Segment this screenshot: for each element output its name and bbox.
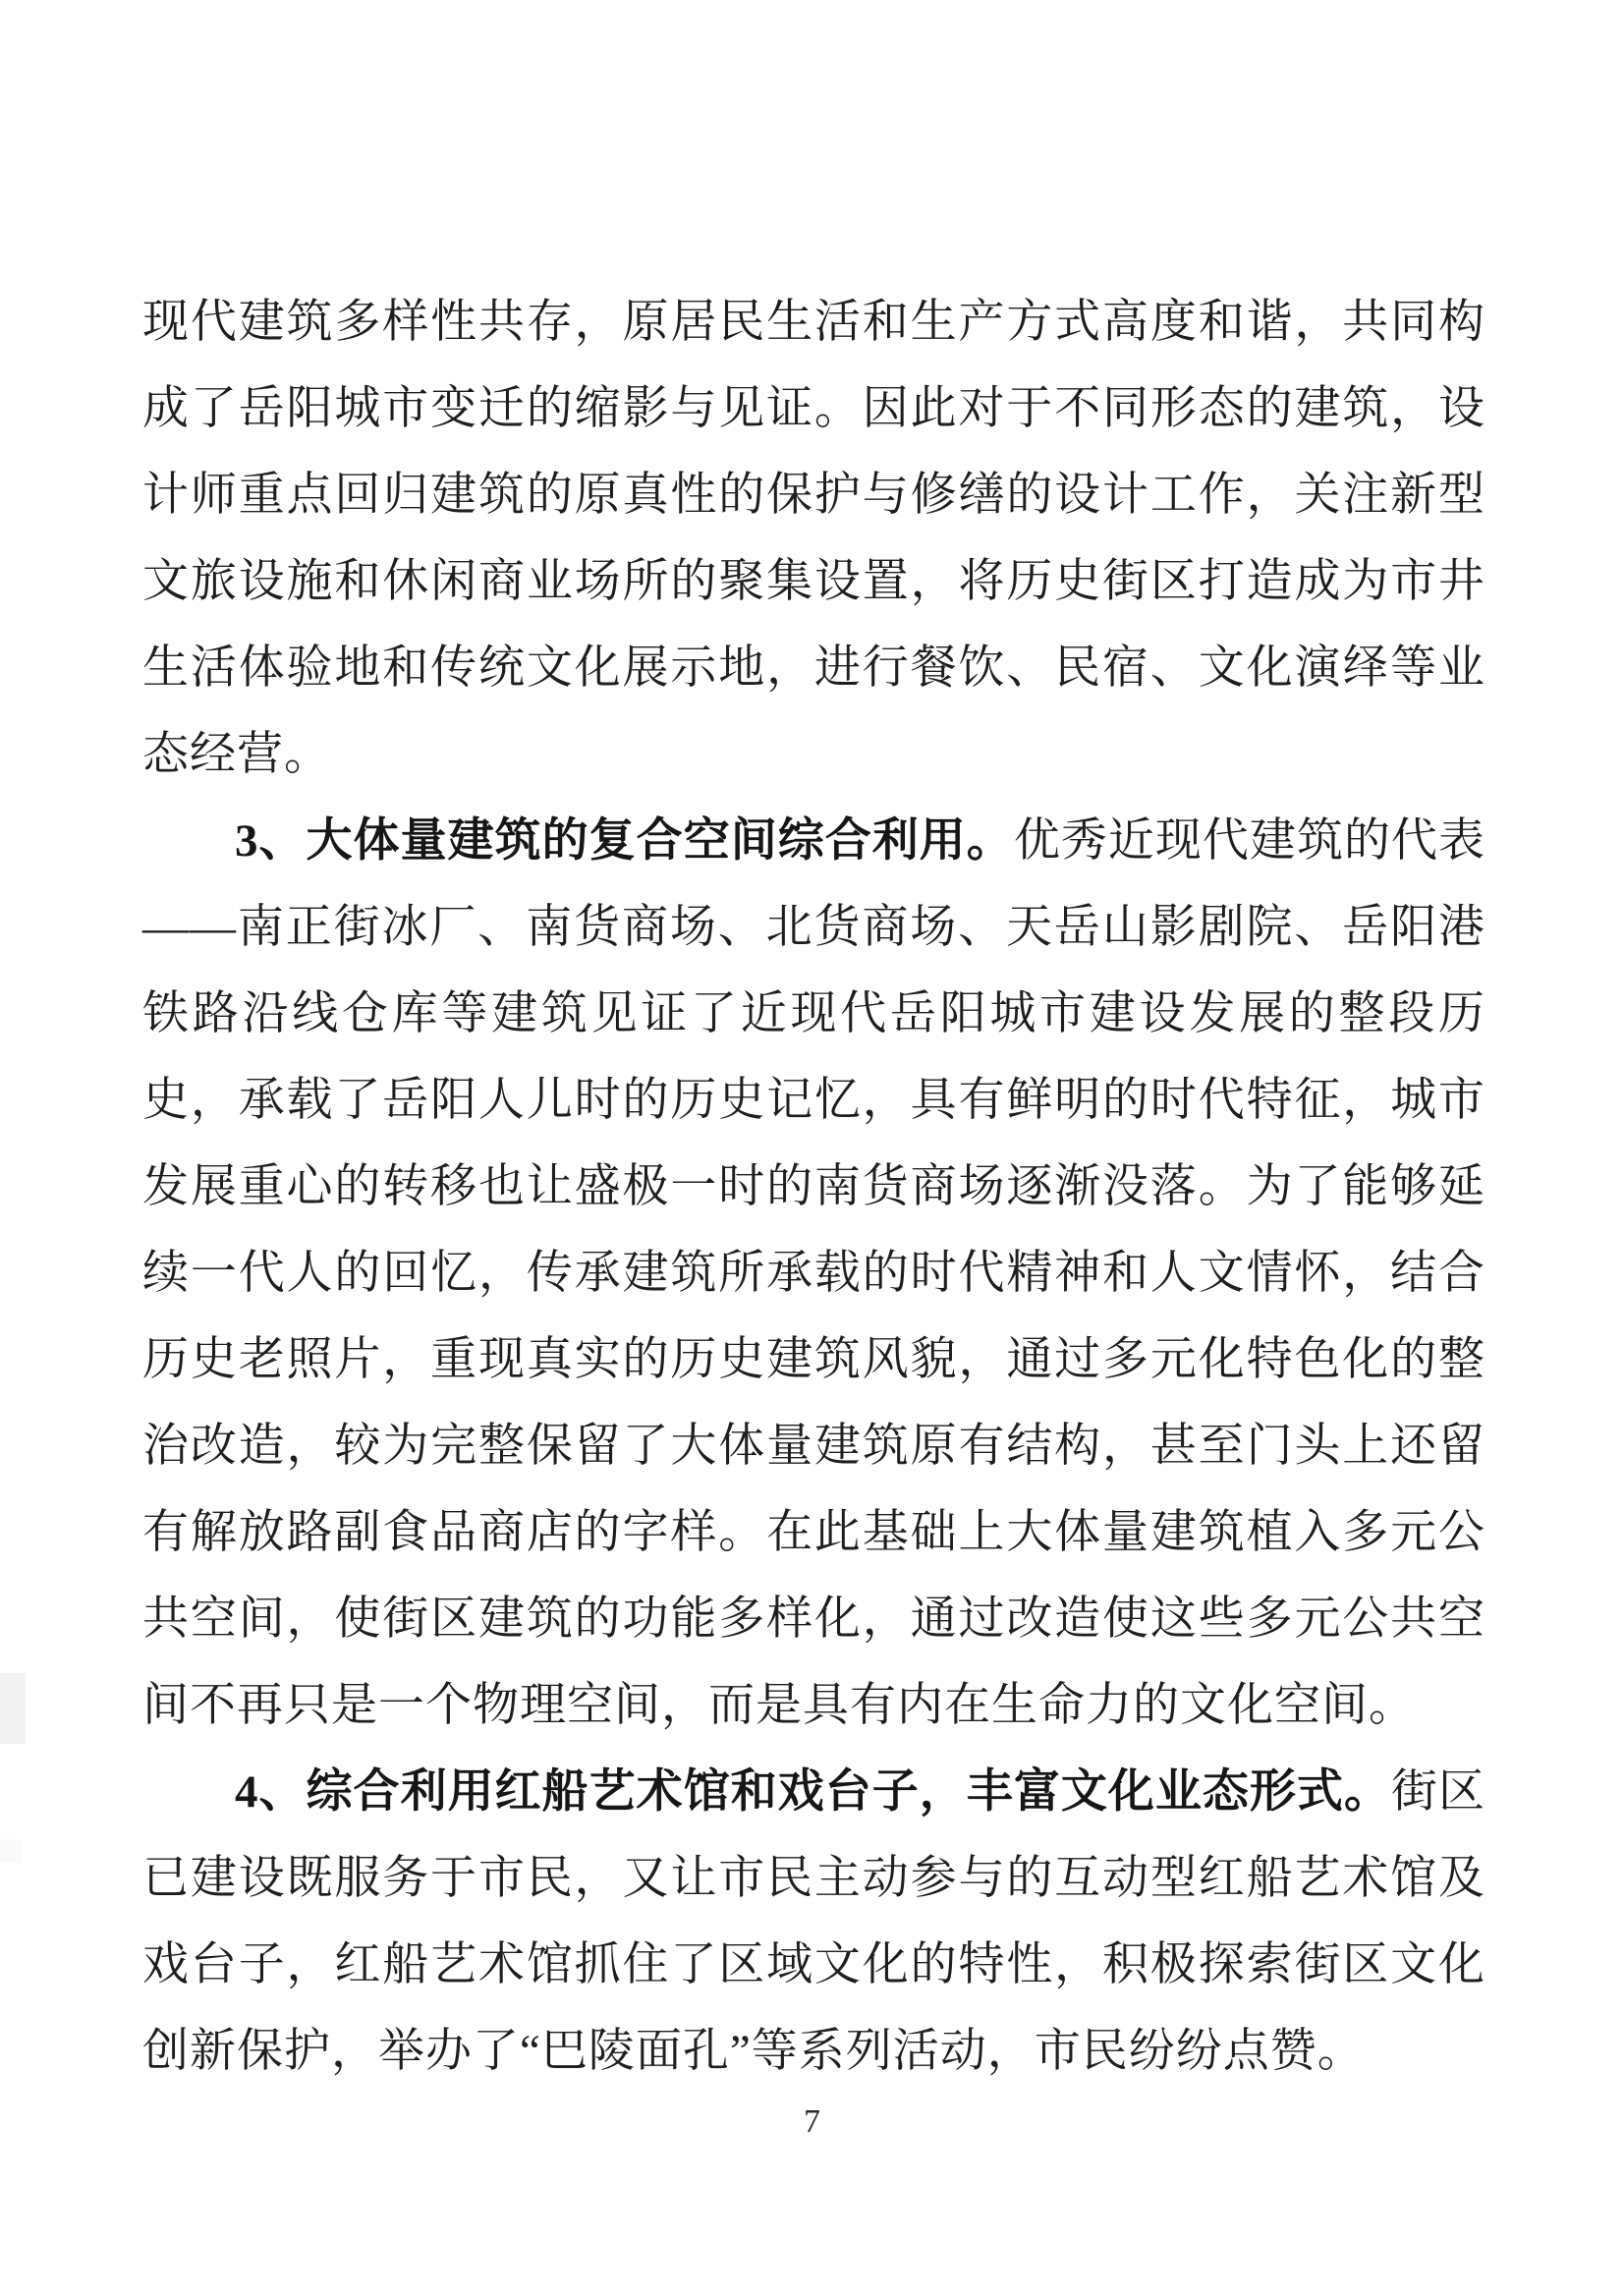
scan-edge-artifact-small [0,1839,22,1863]
section-4-heading: 4、综合利用红船艺术馆和戏台子，丰富文化业态形式。 [235,1766,1391,1818]
section-3-heading: 3、大体量建筑的复合空间综合利用。 [235,815,1014,867]
paragraph-continued [142,279,1485,798]
page-body-text [142,279,1485,2095]
paragraph-section-4 [142,1749,1485,2095]
scan-edge-artifact [0,1673,26,1744]
paragraph-continued-text: 现代建筑多样性共存，原居民生活和生产方式高度和谐，共同构成了岳阳城市变迁的缩影与见证。因此对于不同形态的建筑，设计师重点回归建筑的原真性的保护与修缮的设计工作，关注新型文旅设施和休闲商业场所的聚集设置，将历史街区打造成为市井生活体验地和传统文化展示地，进行餐饮、民宿、文化演绎等业态经营。 [142,297,1485,780]
section-4-body: 街区已建设既服务于市民，又让市民主动参与的互动型红船艺术馆及戏台子，红船艺术馆抓住了区域文化的特性，积极探索街区文化创新保护，举办了“巴陵面孔”等系列活动，市民纷纷点赞。 [142,1766,1486,2077]
paragraph-section-3 [142,798,1485,1749]
section-3-body: 优秀近现代建筑的代表——南正街冰厂、南货商场、北货商场、天岳山影剧院、岳阳港铁路沿线仓库等建筑见证了近现代岳阳城市建设发展的整段历史，承载了岳阳人儿时的历史记忆，具有鲜明的时代特征，城市发展重心的转移也让盛极一时的南货商场逐渐没落。为了能够延续一代人的回忆，传承建筑所承载的时代精神和人文情怀，结合历史老照片，重现真实的历史建筑风貌，通过多元化特色化的整治改造，较为完整保留了大体量建筑原有结构，甚至门头上还留有解放路副食品商店的字样。在此基础上大体量建筑植入多元公共空间，使街区建筑的功能多样化，通过改造使这些多元公共空间不再只是一个物理空间，而是具有内在生命力的文化空间。 [142,815,1486,1731]
page-number: 7 [804,2103,820,2140]
